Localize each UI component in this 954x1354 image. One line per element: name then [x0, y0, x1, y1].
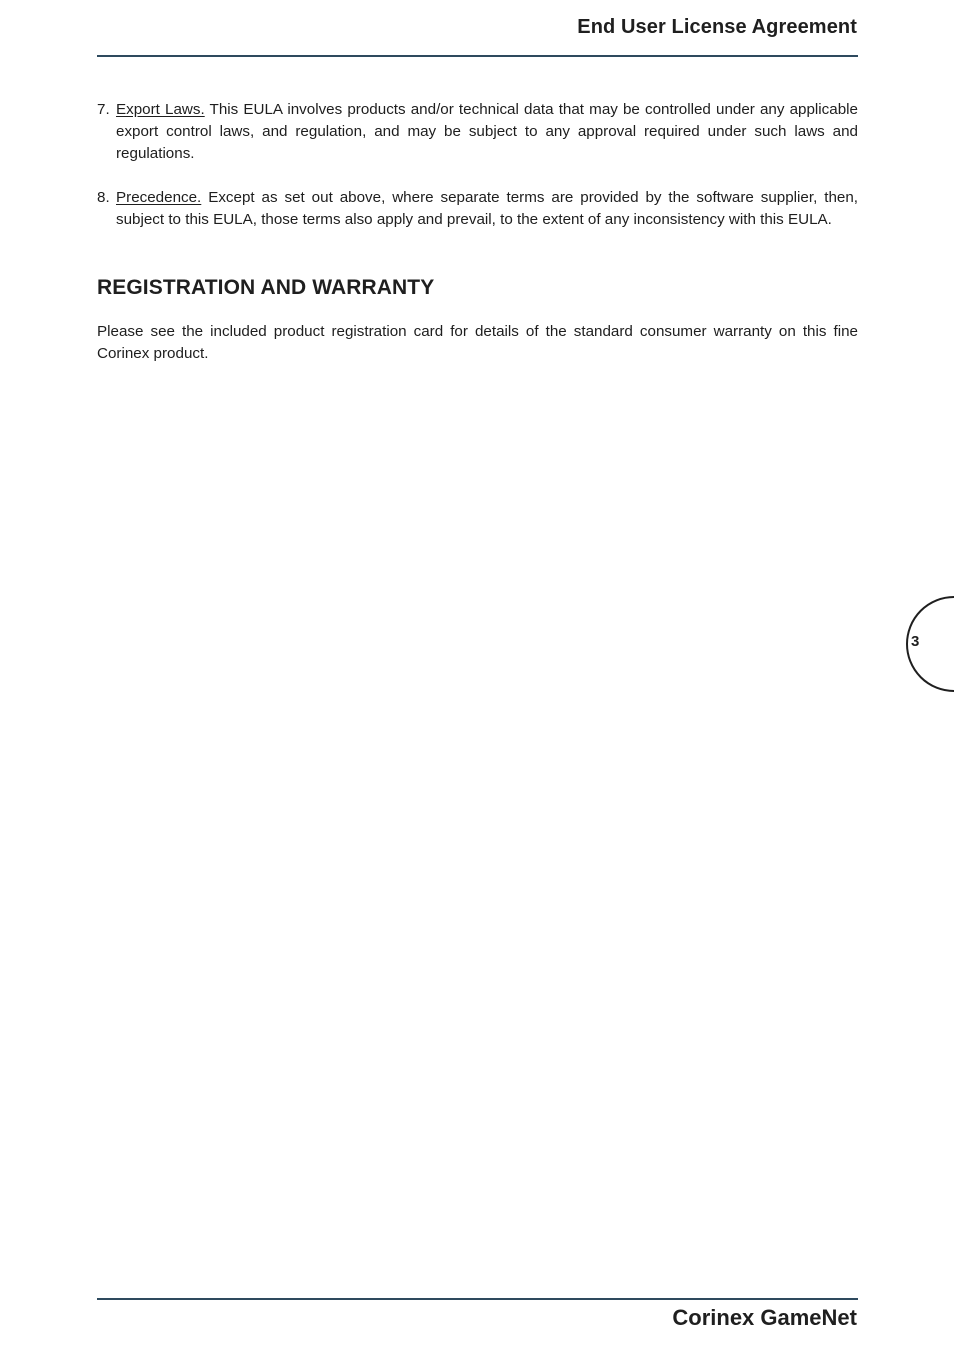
list-item-number: 8.	[97, 189, 110, 206]
footer-rule	[97, 1298, 858, 1300]
list-item-precedence	[97, 187, 858, 231]
list-item-term: Export Laws.	[116, 101, 205, 118]
list-item-term: Precedence.	[116, 189, 202, 206]
list-item-number: 7.	[97, 101, 110, 118]
chapter-tab-number: 3	[911, 633, 920, 650]
page-content	[97, 99, 858, 365]
section-body: Please see the included product registration card for details of the standard consumer warranty on this fine Corinex product.	[97, 323, 858, 362]
section-heading: REGISTRATION AND WARRANTY	[97, 276, 435, 299]
list-item-text: This EULA involves products and/or technical data that may be controlled under any applicable export control laws, and regulation, and may be subject to any approval required under such laws and regulations.	[116, 101, 858, 162]
list-item-export-laws	[97, 99, 858, 165]
footer-title: Corinex GameNet	[672, 1305, 857, 1330]
header-rule	[97, 55, 858, 57]
list-item-text: Except as set out above, where separate terms are provided by the software supplier, then, subject to this EULA, those terms also apply and prevail, to the extent of any inconsistency with this EULA.	[116, 189, 858, 228]
header-title: End User License Agreement	[577, 16, 857, 38]
